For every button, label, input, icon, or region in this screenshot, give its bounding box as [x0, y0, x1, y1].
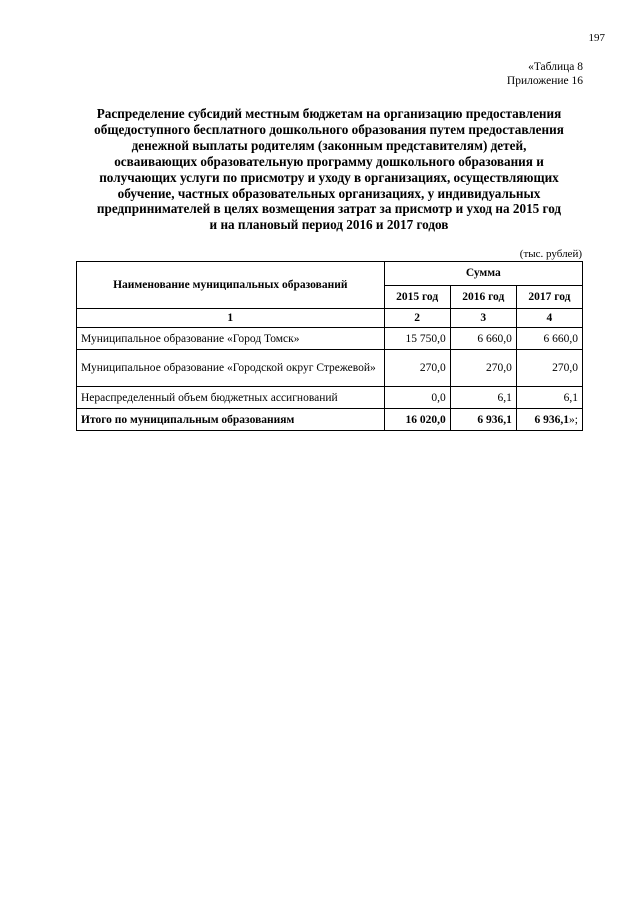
title-line: получающих услуги по присмотру и уходу в организациях, осуществляющих: [99, 169, 559, 185]
municipality-name: Нераспределенный объем бюджетных ассигнований: [77, 387, 385, 409]
value-2016: 6 660,0: [450, 328, 516, 350]
closing-quote: »;: [569, 413, 578, 426]
units-label: (тыс. рублей): [519, 248, 582, 260]
table-row: [77, 350, 583, 387]
value-2017: 6,1: [516, 387, 582, 409]
page-number: 197: [588, 32, 605, 44]
total-2015: 16 020,0: [384, 409, 450, 431]
table-row: [77, 387, 583, 409]
appendix-reference: [507, 60, 583, 88]
value-2017: 6 660,0: [516, 328, 582, 350]
title-line: осваивающих образовательную программу дошкольного образования и: [114, 153, 544, 169]
column-number: 2: [384, 309, 450, 328]
appendix-label: Приложение 16: [506, 75, 583, 87]
value-2016: 6,1: [450, 387, 516, 409]
title-line: предпринимателей в целях возмещения затрат за присмотр и уход на 2015 год: [96, 201, 562, 217]
column-number: 1: [77, 309, 385, 328]
header-municipality: Наименование муниципальных образований: [77, 262, 385, 309]
header-year-2017: 2017 год: [516, 285, 582, 309]
table-row: [77, 328, 583, 350]
title-line: общедоступного бесплатного дошкольного образования путем предоставления: [94, 121, 564, 137]
value-2015: 0,0: [384, 387, 450, 409]
subsidy-table: [76, 261, 583, 431]
total-2017: 6 936,1: [534, 413, 570, 426]
value-2015: 270,0: [384, 350, 450, 387]
column-number: 3: [450, 309, 516, 328]
total-2016: 6 936,1: [450, 409, 516, 431]
municipality-name: Муниципальное образование «Город Томск»: [77, 328, 385, 350]
title-line: и на плановый период 2016 и 2017 годов: [209, 217, 449, 233]
header-year-2016: 2016 год: [450, 285, 516, 309]
table-reference: «Таблица 8: [528, 61, 583, 73]
municipality-name: Муниципальное образование «Городской округ Стрежевой»: [77, 350, 385, 387]
column-number: 4: [516, 309, 582, 328]
value-2016: 270,0: [450, 350, 516, 387]
value-2017: 270,0: [516, 350, 582, 387]
column-number-row: [77, 309, 583, 328]
header-sum: Сумма: [384, 262, 582, 286]
value-2015: 15 750,0: [384, 328, 450, 350]
total-2017-cell: [516, 409, 582, 431]
table-header-row: [77, 262, 583, 286]
title-line: Распределение субсидий местным бюджетам на организацию предоставления: [96, 106, 562, 121]
title-line: обучение, частных образовательных организациях, у индивидуальных: [117, 185, 541, 201]
title-line: денежной выплаты родителям (законным представителям) детей,: [131, 137, 527, 153]
document-title: [70, 106, 588, 233]
header-year-2015: 2015 год: [384, 285, 450, 309]
total-label: Итого по муниципальным образованиям: [77, 409, 385, 431]
total-row: [77, 409, 583, 431]
